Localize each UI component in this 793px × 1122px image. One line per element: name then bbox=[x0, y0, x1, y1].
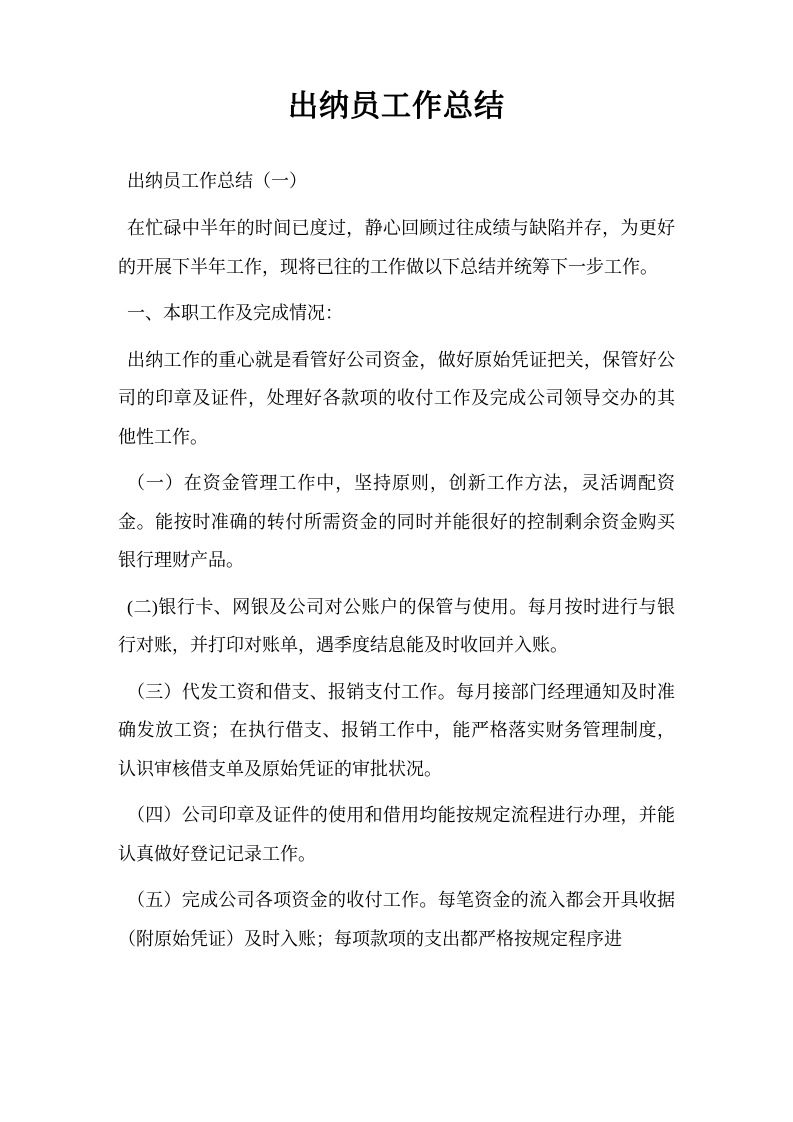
paragraph-list bbox=[118, 209, 675, 958]
paragraph: （五）完成公司各项资金的收付工作。每笔资金的流入都会开具收据（附原始凭证）及时入账；每项款项的支出都严格按规定程序进 bbox=[118, 890, 675, 949]
document-body bbox=[118, 168, 675, 958]
paragraph: 出纳工作的重心就是看管好公司资金，做好原始凭证把关，保管好公司的印章及证件，处理好各款项的收付工作及完成公司领导交办的其他性工作。 bbox=[118, 349, 675, 447]
paragraph: （一）在资金管理工作中，坚持原则，创新工作方法，灵活调配资金。能按时准确的转付所需资金的同时并能很好的控制剩余资金购买银行理财产品。 bbox=[118, 473, 675, 570]
paragraph: （四）公司印章及证件的使用和借用均能按规定流程进行办理，并能认真做好登记记录工作。 bbox=[118, 805, 675, 864]
paragraph: 一、本职工作及完成情况： bbox=[127, 303, 343, 323]
paragraph: (二)银行卡、网银及公司对公账户的保管与使用。每月按时进行与银行对账，并打印对账单，遇季度结息能及时收回并入账。 bbox=[118, 596, 675, 655]
document-subtitle: 出纳员工作总结（一） bbox=[127, 171, 307, 191]
document-title: 出纳员工作总结 bbox=[288, 90, 505, 123]
paragraph: 在忙碌中半年的时间已度过，静心回顾过往成绩与缺陷并存，为更好的开展下半年工作，现将已往的工作做以下总结并统筹下一步工作。 bbox=[118, 218, 675, 277]
paragraph: （三）代发工资和借支、报销支付工作。每月接部门经理通知及时准确发放工资；在执行借支、报销工作中，能严格落实财务管理制度，认识审核借支单及原始凭证的审批状况。 bbox=[118, 681, 675, 779]
